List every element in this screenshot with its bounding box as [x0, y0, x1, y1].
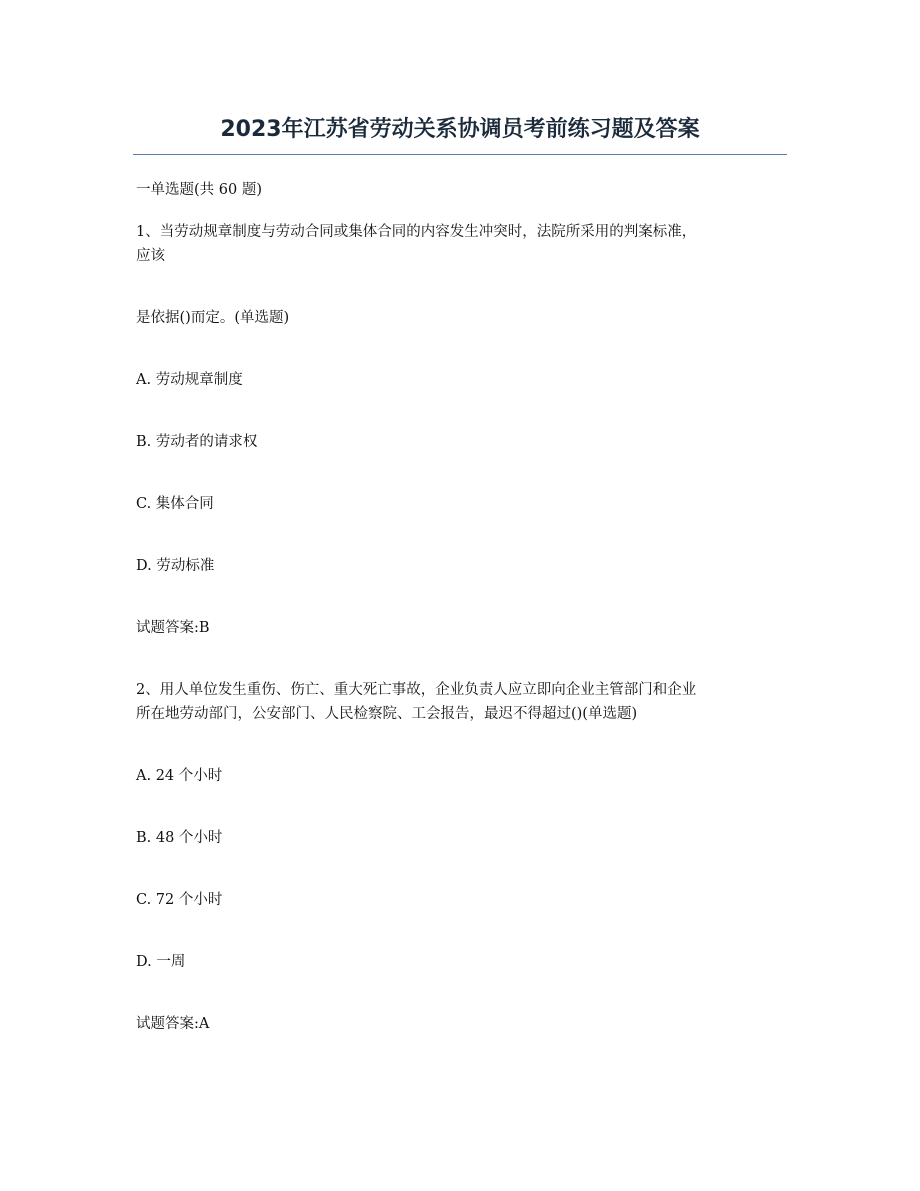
question-2-option-d: D. 一周 [136, 954, 186, 970]
question-2-option-b: B. 48 个小时 [136, 830, 223, 846]
question-1-text-line-1: 1、当劳动规章制度与劳动合同或集体合同的内容发生冲突时，法院所采用的判案标准， [136, 224, 697, 240]
question-1-option-a: A. 劳动规章制度 [136, 372, 243, 388]
question-2-option-c: C. 72 个小时 [136, 892, 223, 908]
title-divider [133, 154, 787, 155]
question-2-text-line-2: 所在地劳动部门，公安部门、人民检察院、工会报告，最迟不得超过()(单选题) [136, 706, 638, 722]
question-1-option-b: B. 劳动者的请求权 [136, 434, 258, 450]
question-1-option-c: C. 集体合同 [136, 496, 214, 512]
document-title: 2023年江苏省劳动关系协调员考前练习题及答案 [220, 117, 700, 142]
question-2-text-line-1: 2、用人单位发生重伤、伤亡、重大死亡事故，企业负责人应立即向企业主管部门和企业 [136, 682, 697, 698]
section-heading: 一单选题(共 60 题) [136, 182, 262, 198]
question-1-text-line-3: 是依据()而定。(单选题) [136, 310, 290, 326]
question-1-option-d: D. 劳动标准 [136, 558, 215, 574]
question-2-option-a: A. 24 个小时 [136, 768, 223, 784]
question-1-text-line-2: 应该 [136, 248, 165, 264]
question-2-answer: 试题答案:A [136, 1016, 210, 1032]
question-1-answer: 试题答案:B [136, 620, 210, 636]
